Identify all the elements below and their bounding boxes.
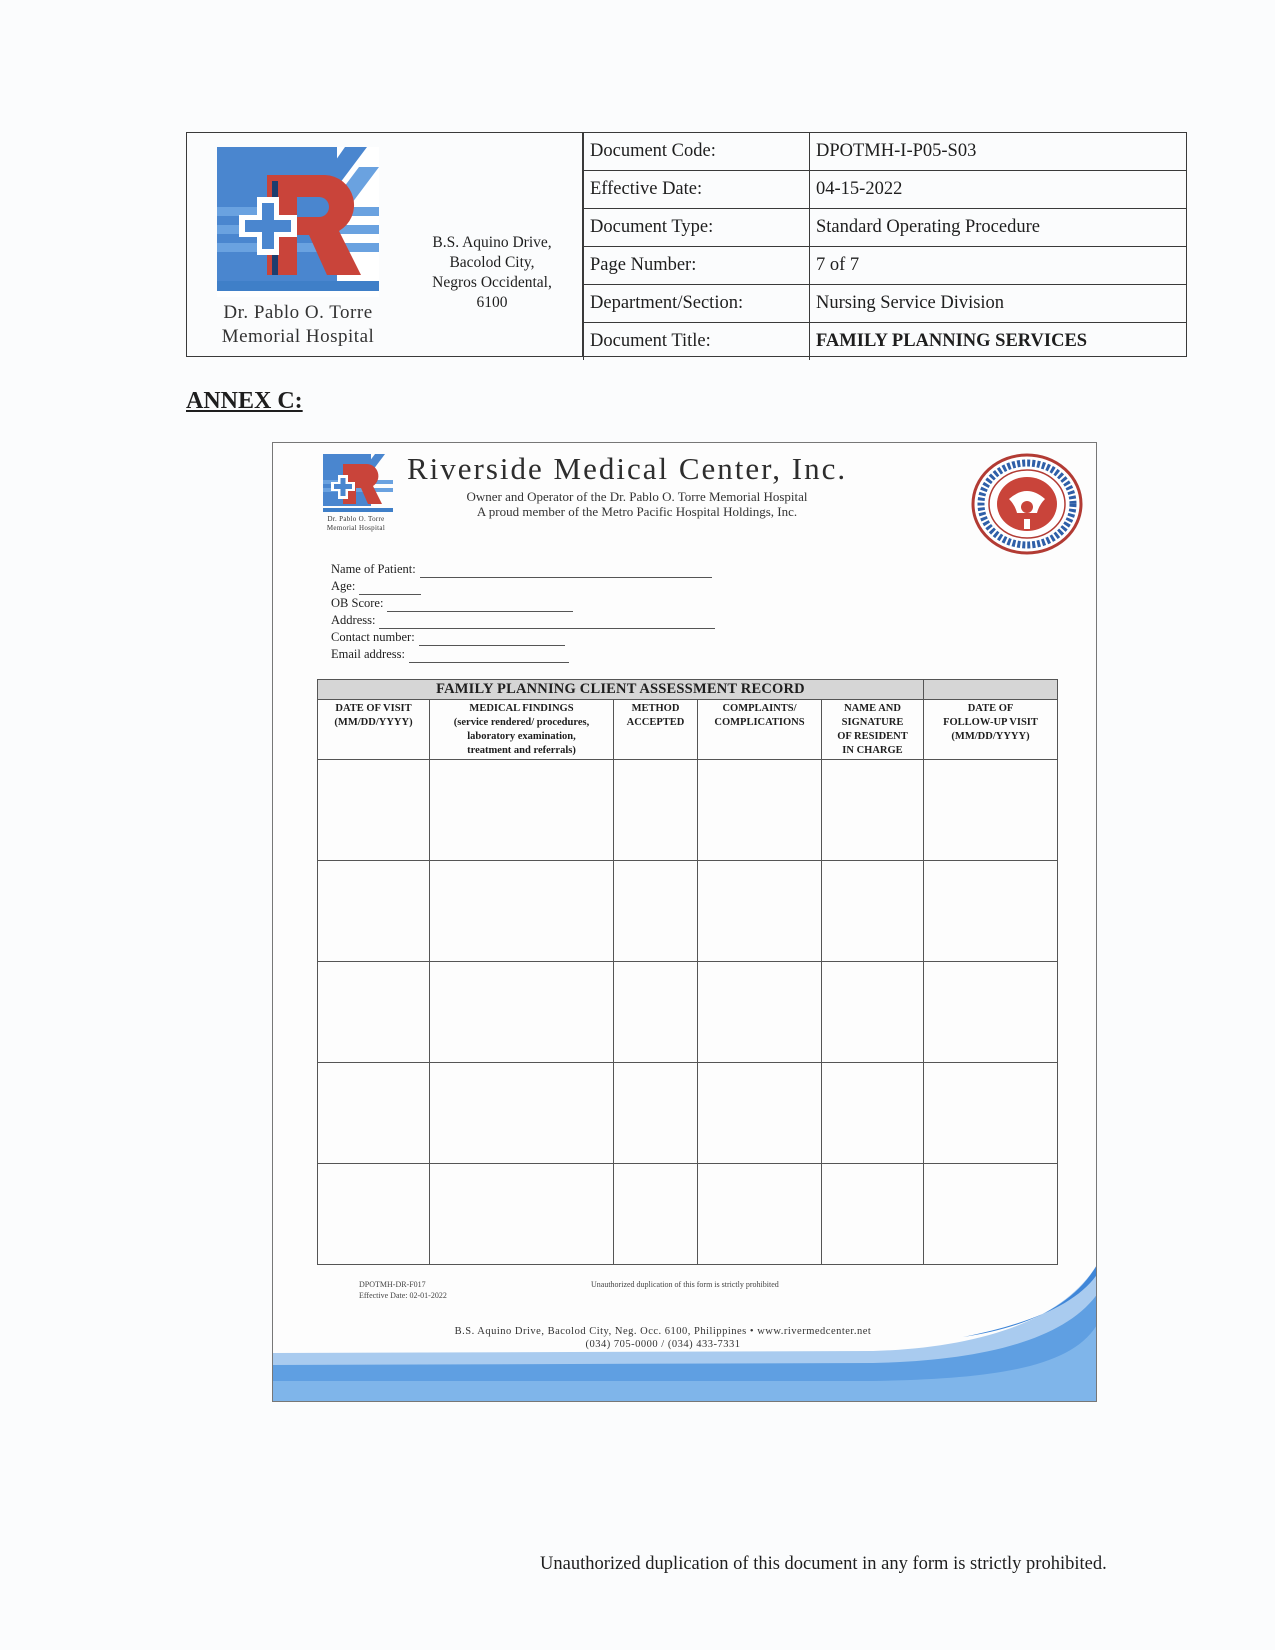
subtitle-line1: Owner and Operator of the Dr. Pablo O. Torre Memorial Hospital bbox=[466, 489, 808, 504]
patient-name-input[interactable] bbox=[420, 565, 712, 578]
ob-score-label: OB Score: bbox=[331, 596, 384, 610]
hospital-logo bbox=[217, 147, 379, 297]
logo-caption-line2: Memorial Hospital bbox=[326, 524, 386, 532]
table-cell[interactable] bbox=[698, 1063, 822, 1164]
form-code: DPOTMH-DR-F017 bbox=[359, 1280, 426, 1289]
address-line: Bacolod City, bbox=[449, 254, 535, 271]
document-info-table bbox=[583, 133, 1186, 360]
col-date-of-visit bbox=[318, 700, 430, 760]
col-label: COMPLICATIONS bbox=[714, 717, 805, 728]
department-value: Nursing Service Division bbox=[810, 285, 1187, 323]
client-assessment-table bbox=[317, 679, 1058, 1265]
contact-label: Contact number: bbox=[331, 630, 415, 644]
email-row bbox=[331, 646, 715, 663]
form-footer-address bbox=[383, 1325, 943, 1351]
form-code-block bbox=[359, 1279, 447, 1301]
ob-score-input[interactable] bbox=[387, 599, 573, 612]
address-label: Address: bbox=[331, 613, 376, 627]
table-cell[interactable] bbox=[822, 962, 924, 1063]
document-type-label: Document Type: bbox=[584, 209, 810, 247]
address-line: Negros Occidental, bbox=[432, 274, 552, 291]
table-row bbox=[318, 760, 1058, 861]
col-label: (MM/DD/YYYY) bbox=[334, 717, 413, 728]
company-subtitle bbox=[407, 489, 867, 519]
email-input[interactable] bbox=[409, 650, 569, 663]
footer-address-line1: B.S. Aquino Drive, Bacolod City, Neg. Occ. 6100, Philippines • www.rivermedcenter.net bbox=[454, 1326, 872, 1337]
page-footer-note: Unauthorized duplication of this document in any form is strictly prohibited. bbox=[540, 1554, 1107, 1574]
document-code-label: Document Code: bbox=[584, 133, 810, 171]
table-cell[interactable] bbox=[924, 962, 1058, 1063]
hospital-address bbox=[417, 233, 567, 313]
table-title-blank bbox=[924, 680, 1058, 700]
table-cell[interactable] bbox=[924, 861, 1058, 962]
table-cell[interactable] bbox=[430, 1063, 614, 1164]
contact-row bbox=[331, 629, 715, 646]
form-unauthorized-note: Unauthorized duplication of this form is strictly prohibited bbox=[591, 1280, 779, 1289]
subtitle-line2: A proud member of the Metro Pacific Hospital Holdings, Inc. bbox=[476, 504, 798, 519]
assessment-form bbox=[272, 442, 1097, 1402]
col-label: NAME AND bbox=[844, 703, 901, 714]
hospital-name-line1: Dr. Pablo O. Torre bbox=[223, 302, 373, 323]
hospital-block bbox=[187, 133, 583, 356]
table-cell[interactable] bbox=[430, 861, 614, 962]
table-cell[interactable] bbox=[318, 760, 430, 861]
page-number-label: Page Number: bbox=[584, 247, 810, 285]
col-label: IN CHARGE bbox=[842, 745, 903, 756]
email-label: Email address: bbox=[331, 647, 405, 661]
info-row bbox=[584, 285, 1187, 323]
document-title-label: Document Title: bbox=[584, 323, 810, 361]
table-cell[interactable] bbox=[822, 1164, 924, 1265]
table-cell[interactable] bbox=[318, 962, 430, 1063]
info-row bbox=[584, 323, 1187, 361]
table-row bbox=[318, 861, 1058, 962]
hospital-name bbox=[193, 301, 403, 349]
form-logo-caption bbox=[311, 515, 401, 533]
info-row bbox=[584, 133, 1187, 171]
col-label: OF RESIDENT bbox=[837, 731, 908, 742]
age-label: Age: bbox=[331, 579, 356, 593]
table-cell[interactable] bbox=[318, 861, 430, 962]
col-label: treatment and referrals) bbox=[467, 745, 576, 756]
logo-caption-line1: Dr. Pablo O. Torre bbox=[327, 515, 385, 523]
age-row bbox=[331, 578, 715, 595]
hospital-name-line2: Memorial Hospital bbox=[221, 326, 375, 347]
table-cell[interactable] bbox=[614, 861, 698, 962]
col-label: COMPLAINTS/ bbox=[722, 703, 797, 714]
col-resident-signature bbox=[822, 700, 924, 760]
obgyn-department-seal bbox=[969, 451, 1085, 557]
col-label: (service rendered/ procedures, bbox=[453, 717, 590, 728]
document-header bbox=[186, 132, 1187, 357]
table-cell[interactable] bbox=[698, 1164, 822, 1265]
table-title: FAMILY PLANNING CLIENT ASSESSMENT RECORD bbox=[318, 680, 924, 700]
info-row bbox=[584, 247, 1187, 285]
contact-input[interactable] bbox=[419, 633, 565, 646]
table-row bbox=[318, 1164, 1058, 1265]
table-cell[interactable] bbox=[822, 861, 924, 962]
info-row bbox=[584, 171, 1187, 209]
col-label: ACCEPTED bbox=[626, 717, 685, 728]
table-cell[interactable] bbox=[430, 1164, 614, 1265]
table-cell[interactable] bbox=[614, 1063, 698, 1164]
effective-date-value: 04-15-2022 bbox=[810, 171, 1187, 209]
address-input[interactable] bbox=[379, 616, 715, 629]
address-line: 6100 bbox=[476, 294, 508, 311]
table-cell[interactable] bbox=[822, 760, 924, 861]
table-cell[interactable] bbox=[430, 760, 614, 861]
document-code-value: DPOTMH-I-P05-S03 bbox=[810, 133, 1187, 171]
table-cell[interactable] bbox=[318, 1164, 430, 1265]
address-line: B.S. Aquino Drive, bbox=[432, 234, 552, 251]
form-effective-date: Effective Date: 02-01-2022 bbox=[359, 1291, 447, 1300]
col-label: DATE OF bbox=[967, 703, 1014, 714]
table-cell[interactable] bbox=[924, 760, 1058, 861]
ob-score-row bbox=[331, 595, 715, 612]
table-cell[interactable] bbox=[614, 760, 698, 861]
table-cell[interactable] bbox=[924, 1164, 1058, 1265]
table-cell[interactable] bbox=[698, 861, 822, 962]
table-cell[interactable] bbox=[698, 962, 822, 1063]
col-label: METHOD bbox=[631, 703, 680, 714]
table-row bbox=[318, 962, 1058, 1063]
col-label: MEDICAL FINDINGS bbox=[469, 703, 574, 714]
col-medical-findings bbox=[430, 700, 614, 760]
col-follow-up-date bbox=[924, 700, 1058, 760]
age-input[interactable] bbox=[359, 582, 421, 595]
company-title: Riverside Medical Center, Inc. bbox=[407, 451, 848, 486]
col-complaints bbox=[698, 700, 822, 760]
table-title-row bbox=[318, 680, 1058, 700]
table-row bbox=[318, 1063, 1058, 1164]
col-label: FOLLOW-UP VISIT bbox=[943, 717, 1038, 728]
patient-info-fields bbox=[331, 561, 715, 663]
table-cell[interactable] bbox=[318, 1063, 430, 1164]
col-label: SIGNATURE bbox=[841, 717, 904, 728]
table-cell[interactable] bbox=[614, 1164, 698, 1265]
patient-name-row bbox=[331, 561, 715, 578]
col-label: (MM/DD/YYYY) bbox=[951, 731, 1030, 742]
effective-date-label: Effective Date: bbox=[584, 171, 810, 209]
document-type-value: Standard Operating Procedure bbox=[810, 209, 1187, 247]
document-title-value: FAMILY PLANNING SERVICES bbox=[810, 323, 1187, 361]
info-row bbox=[584, 209, 1187, 247]
footer-phone-line: (034) 705-0000 / (034) 433-7331 bbox=[585, 1339, 741, 1350]
col-method-accepted bbox=[614, 700, 698, 760]
table-cell[interactable] bbox=[698, 760, 822, 861]
department-label: Department/Section: bbox=[584, 285, 810, 323]
col-label: laboratory examination, bbox=[467, 731, 576, 742]
table-cell[interactable] bbox=[430, 962, 614, 1063]
table-cell[interactable] bbox=[924, 1063, 1058, 1164]
col-label: DATE OF VISIT bbox=[335, 703, 412, 714]
address-row bbox=[331, 612, 715, 629]
form-hospital-logo bbox=[323, 454, 393, 512]
table-cell[interactable] bbox=[614, 962, 698, 1063]
column-header-row bbox=[318, 700, 1058, 760]
table-cell[interactable] bbox=[822, 1063, 924, 1164]
page-number-value: 7 of 7 bbox=[810, 247, 1187, 285]
patient-name-label: Name of Patient: bbox=[331, 562, 416, 576]
annex-title: ANNEX C: bbox=[186, 388, 303, 414]
